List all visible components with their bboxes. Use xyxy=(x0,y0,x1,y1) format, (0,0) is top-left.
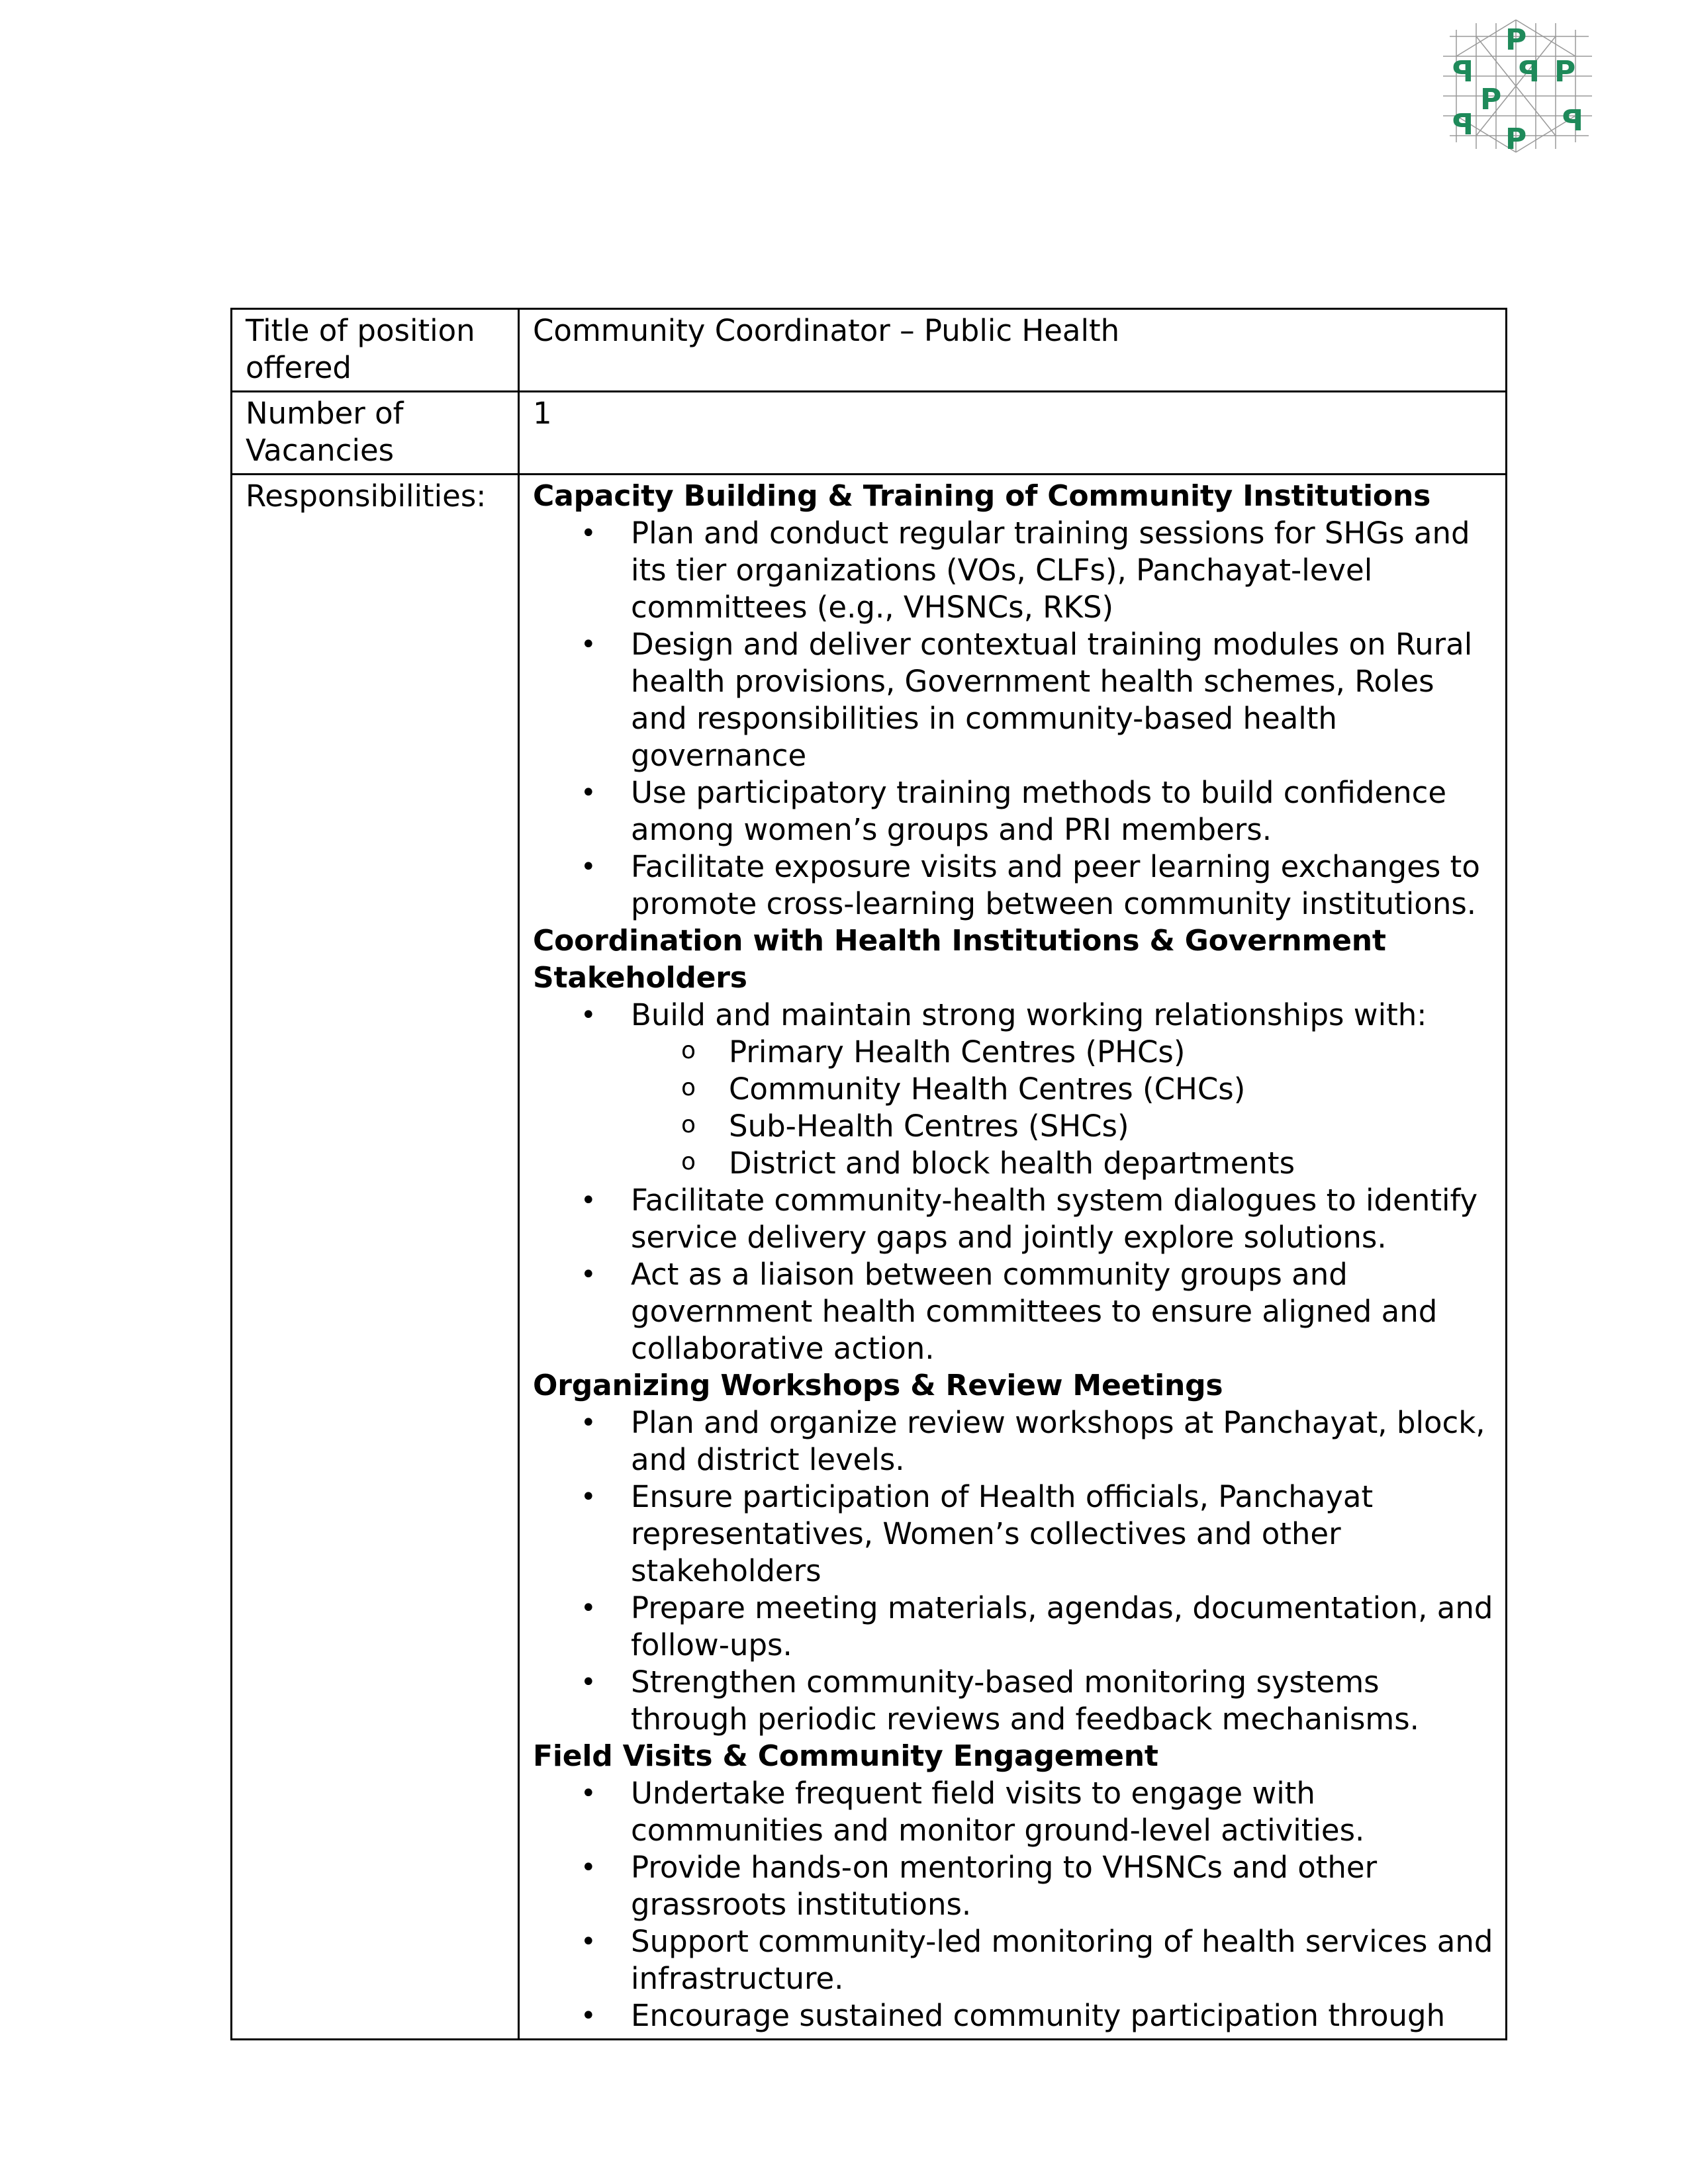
sub-list-item: o Sub-Health Centres (SHCs) xyxy=(729,1108,1493,1145)
list-item: • Use participatory training methods to build confidence among women’s groups and PRI members. xyxy=(631,774,1493,848)
responsibility-section xyxy=(533,1738,1493,2034)
organization-logo xyxy=(1436,17,1595,156)
vacancies-value: 1 xyxy=(519,392,1507,475)
responsibilities-content xyxy=(519,475,1507,2040)
responsibilities-label: Responsibilities: xyxy=(232,475,519,2040)
position-title-value: Community Coordinator – Public Health xyxy=(519,309,1507,392)
rprp-logo-icon xyxy=(1436,17,1595,156)
list-item: • Encourage sustained community participation through xyxy=(631,1997,1493,2034)
bullet-list xyxy=(533,1775,1493,2034)
section-heading: Field Visits & Community Engagement xyxy=(533,1739,1158,1773)
sub-list-item: o Community Health Centres (CHCs) xyxy=(729,1071,1493,1108)
svg-text:P: P xyxy=(1554,55,1576,89)
table-row xyxy=(232,309,1507,392)
sub-list-item: o Primary Health Centres (PHCs) xyxy=(729,1034,1493,1071)
table-row xyxy=(232,392,1507,475)
svg-text:P: P xyxy=(1505,23,1527,57)
svg-text:P: P xyxy=(1505,122,1527,156)
svg-text:P: P xyxy=(1452,108,1474,142)
table-row xyxy=(232,475,1507,2040)
sub-list xyxy=(631,1034,1493,1182)
svg-text:P: P xyxy=(1562,104,1583,138)
list-item: • Facilitate exposure visits and peer learning exchanges to promote cross-learning between community institutions. xyxy=(631,848,1493,923)
list-item: • Prepare meeting materials, agendas, documentation, and follow-ups. xyxy=(631,1590,1493,1664)
list-item xyxy=(631,997,1493,1182)
list-item: • Plan and conduct regular training sessions for SHGs and its tier organizations (VOs, CLFs), Panchayat-level committees (e.g., VHSNCs, RKS) xyxy=(631,515,1493,626)
responsibility-section xyxy=(533,1367,1493,1738)
list-item: • Strengthen community-based monitoring systems through periodic reviews and feedback mechanisms. xyxy=(631,1664,1493,1738)
vacancies-label: Number of Vacancies xyxy=(232,392,519,475)
section-heading: Organizing Workshops & Review Meetings xyxy=(533,1369,1223,1402)
bullet-list xyxy=(533,1404,1493,1738)
job-details-table xyxy=(230,308,1507,2040)
section-heading: Capacity Building & Training of Community Institutions xyxy=(533,479,1431,513)
bullet-list xyxy=(533,997,1493,1367)
svg-text:P: P xyxy=(1480,83,1502,116)
list-item: • Ensure participation of Health officials, Panchayat representatives, Women’s collectives and other stakeholders xyxy=(631,1479,1493,1590)
responsibility-section xyxy=(533,923,1493,1367)
svg-text:P: P xyxy=(1518,55,1540,89)
list-item: • Facilitate community-health system dialogues to identify service delivery gaps and jointly explore solutions. xyxy=(631,1182,1493,1256)
list-item: • Plan and organize review workshops at Panchayat, block, and district levels. xyxy=(631,1404,1493,1479)
list-item: • Act as a liaison between community groups and government health committees to ensure aligned and collaborative action. xyxy=(631,1256,1493,1367)
responsibility-section xyxy=(533,478,1493,923)
section-heading: Coordination with Health Institutions & Government Stakeholders xyxy=(533,924,1386,995)
list-item: • Undertake frequent field visits to engage with communities and monitor ground-level activities. xyxy=(631,1775,1493,1849)
list-item: • Design and deliver contextual training modules on Rural health provisions, Government health schemes, Roles and responsibilities in community-based health governance xyxy=(631,626,1493,774)
list-item-text: Build and maintain strong working relationships with: xyxy=(631,997,1427,1032)
list-item: • Support community-led monitoring of health services and infrastructure. xyxy=(631,1923,1493,1997)
bullet-list xyxy=(533,515,1493,923)
sub-list-item: o District and block health departments xyxy=(729,1145,1493,1182)
list-item: • Provide hands-on mentoring to VHSNCs and other grassroots institutions. xyxy=(631,1849,1493,1923)
position-title-label: Title of position offered xyxy=(232,309,519,392)
svg-text:P: P xyxy=(1452,55,1474,89)
